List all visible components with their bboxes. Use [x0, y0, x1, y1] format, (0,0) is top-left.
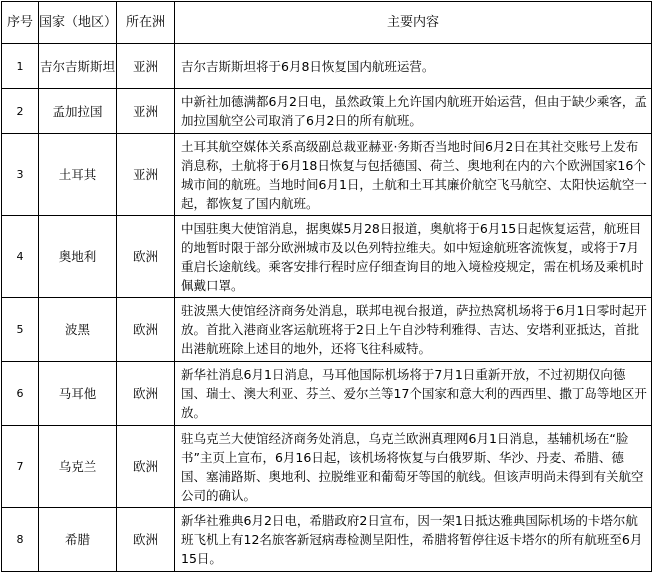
table-row [2, 426, 652, 508]
row-content: 新华社消息6月1日消息，马耳他国际机场将于7月1日重新开放，不过初期仅向德国、瑞士、澳大利亚、芬兰、爱尔兰等17个国家和意大利的西西里、撒丁岛等地区开放。 [175, 362, 652, 426]
table-row [2, 298, 652, 362]
table-header-row [2, 2, 652, 44]
row-content: 驻乌克兰大使馆经济商务处消息，乌克兰欧洲真理网6月1日消息，基辅机场在“脸书”主页上宣布，6月16日起，该机场将恢复与白俄罗斯、华沙、丹麦、希腊、德国、塞浦路斯、奥地利、拉脱维亚和葡萄牙等国的航线。但该声明尚未得到有关航空公司的确认。 [175, 426, 652, 508]
row-no: 1 [2, 44, 39, 89]
row-content: 驻波黑大使馆经济商务处消息，联邦电视台报道，萨拉热窝机场将于6月1日零时起开放。首批入港商业客运航班将于2日上午自沙特利雅得、吉达、安塔利亚抵达，首批出港航班除上述目的地外，还将飞往科威特。 [175, 298, 652, 362]
row-continent: 欧洲 [117, 426, 175, 508]
row-country: 乌克兰 [39, 426, 117, 508]
row-no: 3 [2, 134, 39, 216]
row-content: 中新社加德满都6月2日电，虽然政策上允许国内航班开始运营，但由于缺少乘客，孟加拉国航空公司取消了6月2日的所有航班。 [175, 89, 652, 134]
row-content: 土耳其航空媒体关系高级副总裁亚赫亚·务斯否当地时间6月2日在其社交账号上发布消息称，土航将于6月18日恢复与包括德国、荷兰、奥地利在内的六个欧洲国家16个城市间的航班。当地时间6月1日，土航和土耳其廉价航空飞马航空、太阳快运航空一起，都恢复了国内航班。 [175, 134, 652, 216]
row-no: 5 [2, 298, 39, 362]
row-country: 孟加拉国 [39, 89, 117, 134]
header-content: 主要内容 [175, 2, 652, 44]
row-country: 马耳他 [39, 362, 117, 426]
header-no: 序号 [2, 2, 39, 44]
row-content: 新华社雅典6月2日电，希腊政府2日宣布，因一架1日抵达雅典国际机场的卡塔尔航班飞机上有12名旅客新冠病毒检测呈阳性，希腊将暂停往返卡塔尔的所有航班至6月15日。 [175, 508, 652, 572]
table-row [2, 44, 652, 89]
row-no: 8 [2, 508, 39, 572]
row-no: 7 [2, 426, 39, 508]
row-country: 奥地利 [39, 216, 117, 298]
table-row [2, 216, 652, 298]
row-country: 希腊 [39, 508, 117, 572]
header-country: 国家（地区） [39, 2, 117, 44]
row-continent: 欧洲 [117, 508, 175, 572]
row-continent: 亚洲 [117, 134, 175, 216]
table-row [2, 362, 652, 426]
table-row [2, 89, 652, 134]
table-row [2, 508, 652, 572]
row-continent: 欧洲 [117, 298, 175, 362]
row-content: 中国驻奥大使馆消息，据奥媒5月28日报道，奥航将于6月15日起恢复运营，航班目的地暂时限于部分欧洲城市及以色列特拉维夫。如中短途航班客流恢复，或将于7月重启长途航线。乘客安排行程时应仔细查询目的地入境检疫规定，需在机场及乘机时佩戴口罩。 [175, 216, 652, 298]
row-country: 波黑 [39, 298, 117, 362]
row-country: 土耳其 [39, 134, 117, 216]
row-continent: 欧洲 [117, 362, 175, 426]
row-no: 2 [2, 89, 39, 134]
row-continent: 亚洲 [117, 89, 175, 134]
table-row [2, 134, 652, 216]
row-content: 吉尔吉斯斯坦将于6月8日恢复国内航班运营。 [175, 44, 652, 89]
row-no: 6 [2, 362, 39, 426]
flight-info-table [1, 1, 652, 572]
row-no: 4 [2, 216, 39, 298]
row-continent: 亚洲 [117, 44, 175, 89]
row-continent: 欧洲 [117, 216, 175, 298]
row-country: 吉尔吉斯斯坦 [39, 44, 117, 89]
header-continent: 所在洲 [117, 2, 175, 44]
